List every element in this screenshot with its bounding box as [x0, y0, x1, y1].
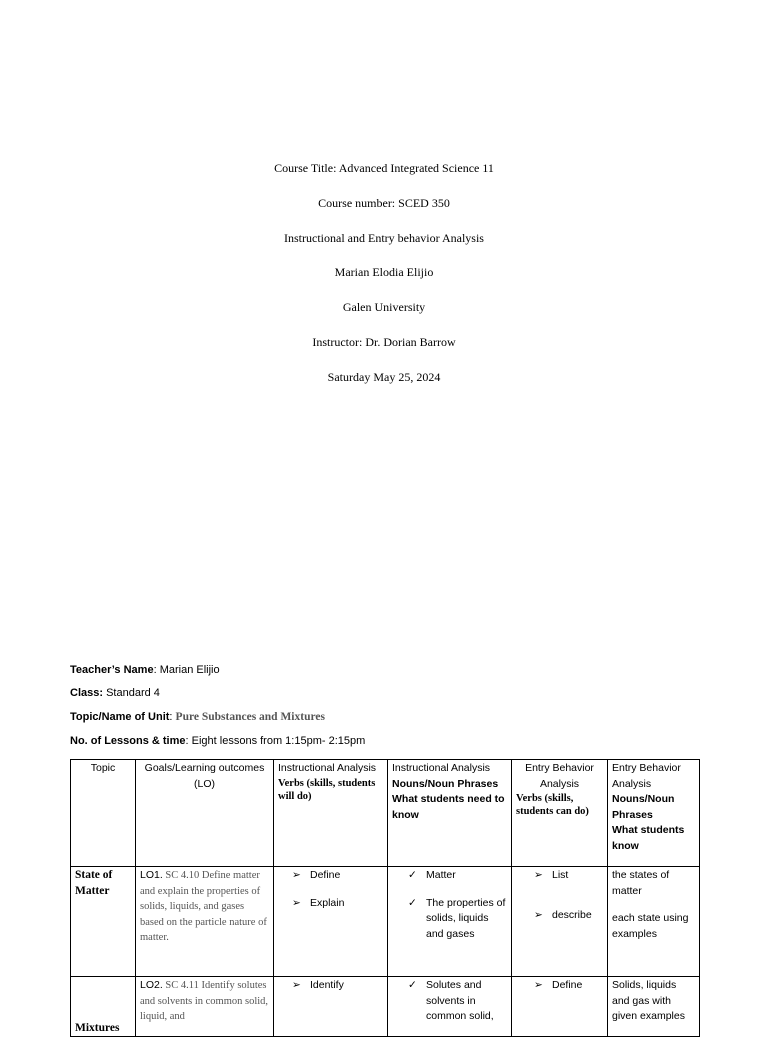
topic-line — [70, 711, 325, 723]
lessons-label: No. of Lessons & time — [70, 735, 186, 747]
row-ia-nouns: ✓ Solutes and solvents in common solid, — [388, 977, 512, 1037]
header-topic: Topic — [71, 760, 136, 867]
header-ia-verbs: Instructional Analysis Verbs (skills, students will do) — [274, 760, 388, 867]
row-goal: LO2. SC 4.11 Identify solutes and solvents in common solid, liquid, and — [136, 977, 274, 1037]
class-value: Standard 4 — [103, 687, 160, 699]
row-ia-verbs: ➢ Define ➢ Explain — [274, 867, 388, 977]
topic-sep: : — [169, 711, 176, 723]
instructor-name: Instructor: Dr. Dorian Barrow — [312, 334, 456, 349]
class-label: Class: — [70, 687, 104, 699]
row-topic: Mixtures — [71, 977, 136, 1037]
row-topic: State of Matter — [71, 867, 136, 977]
teacher-label: Teacher’s Name — [70, 664, 154, 676]
header-goals: Goals/Learning outcomes (LO) — [136, 760, 274, 867]
row-eb-nouns: Solids, liquids and gas with given examples — [608, 977, 700, 1037]
class-line — [70, 687, 160, 699]
lesson-plan-table — [70, 759, 700, 1037]
table-row — [71, 867, 700, 977]
lessons-line — [70, 735, 365, 747]
author-name: Marian Elodia Elijio — [334, 265, 434, 280]
row-eb-verbs: ➢ List ➢ describe — [512, 867, 608, 977]
header-eb-nouns: Entry Behavior Analysis Nouns/Noun Phrases What students know — [608, 760, 700, 867]
header-row — [71, 760, 700, 867]
teacher-line — [70, 664, 220, 676]
teacher-value: : Marian Elijio — [153, 664, 220, 676]
row-goal: LO1. SC 4.10 Define matter and explain the properties of solids, liquids, and gases based on the particle nature of matter. — [136, 867, 274, 977]
course-number: Course number: SCED 350 — [318, 195, 450, 210]
university-name: Galen University — [342, 300, 426, 315]
row-ia-verbs: ➢ Identify — [274, 977, 388, 1037]
lessons-value: : Eight lessons from 1:15pm- 2:15pm — [185, 735, 366, 747]
course-title: Course Title: Advanced Integrated Science 11 — [274, 161, 494, 175]
row-eb-nouns: the states of matter each state using examples — [608, 867, 700, 977]
cover-block — [0, 158, 768, 402]
analysis-title: Instructional and Entry behavior Analysis — [284, 230, 484, 245]
topic-value: Pure Substances and Mixtures — [175, 711, 325, 723]
header-ia-nouns: Instructional Analysis Nouns/Noun Phrases What students need to know — [388, 760, 512, 867]
header-eb-verbs: Entry Behavior Analysis Verbs (skills, students can do) — [512, 760, 608, 867]
submission-date: Saturday May 25, 2024 — [327, 369, 441, 384]
row-eb-verbs: ➢ Define — [512, 977, 608, 1037]
row-ia-nouns: ✓ Matter ✓ The properties of solids, liquids and gases — [388, 867, 512, 977]
topic-label: Topic/Name of Unit — [70, 711, 170, 723]
table-row — [71, 977, 700, 1037]
